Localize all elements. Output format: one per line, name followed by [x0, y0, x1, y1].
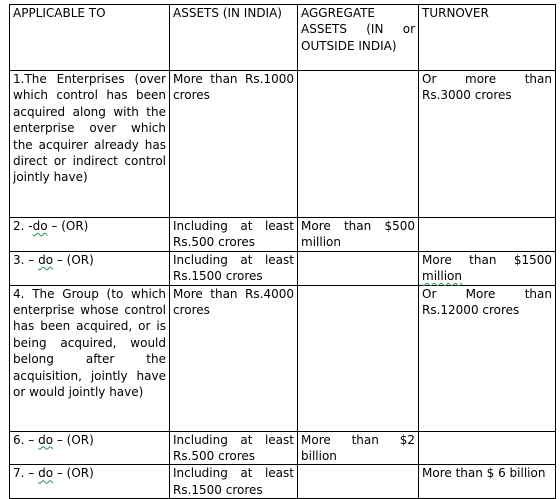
- table-row: [10, 71, 556, 218]
- row-suffix: – (OR): [53, 252, 94, 267]
- row-suffix: – (OR): [53, 432, 94, 447]
- cell-applicable-to: 1.The Enterprises (over which control has been acquired along with the enterprise over which the acquirer already has direct or indirect control jointly have): [10, 71, 170, 218]
- cell-turnover: Or more than Rs.3000 crores: [419, 71, 556, 218]
- row-prefix: 3. –: [13, 252, 39, 267]
- cell-aggregate-assets: [298, 251, 419, 285]
- spellcheck-word: do: [38, 252, 54, 267]
- table-row: [10, 285, 556, 431]
- cell-aggregate-assets: [298, 285, 419, 431]
- spellcheck-word: do: [32, 219, 48, 233]
- header-assets-india: ASSETS (IN INDIA): [170, 5, 298, 71]
- spellcheck-word: do: [38, 466, 54, 481]
- header-turnover: TURNOVER: [419, 5, 556, 71]
- header-aggregate-assets: AGGREGATE ASSETS (IN or OUTSIDE INDIA): [298, 5, 419, 71]
- cell-turnover: [419, 218, 556, 252]
- table-row: [10, 465, 556, 499]
- thresholds-table: [9, 4, 556, 499]
- cell-assets-india: More than Rs.4000 crores: [170, 285, 298, 431]
- cell-applicable-to: [10, 431, 170, 465]
- cell-aggregate-assets: [298, 71, 419, 218]
- cell-turnover: Or More than Rs.12000 crores: [419, 285, 556, 431]
- cell-applicable-to: [10, 465, 170, 499]
- row-prefix: 6. –: [13, 432, 39, 447]
- table-row: [10, 218, 556, 252]
- cell-turnover: [419, 431, 556, 465]
- cell-applicable-to: [10, 218, 170, 252]
- cell-turnover: More than $ 6 billion: [419, 465, 556, 499]
- table-row: [10, 431, 556, 465]
- header-row: [10, 5, 556, 71]
- cell-aggregate-assets: More than $500 million: [298, 218, 419, 252]
- cell-assets-india: Including at least Rs.1500 crores: [170, 251, 298, 285]
- row-suffix: – (OR): [47, 219, 89, 233]
- cell-turnover: [419, 251, 556, 285]
- spellcheck-word: million: [422, 269, 462, 284]
- cell-assets-india: Including at least Rs.1500 crores: [170, 465, 298, 499]
- cell-assets-india: Including at least Rs.500 crores: [170, 218, 298, 252]
- row-prefix: 2. -: [13, 219, 33, 233]
- cell-assets-india: Including at least Rs.500 crores: [170, 431, 298, 465]
- cell-aggregate-assets: [298, 465, 419, 499]
- row-suffix: – (OR): [53, 466, 94, 481]
- header-applicable-to: APPLICABLE TO: [10, 5, 170, 71]
- row-prefix: 7. –: [13, 466, 39, 481]
- spellcheck-word: do: [38, 432, 54, 447]
- cell-applicable-to: [10, 251, 170, 285]
- turnover-prefix: More than $1500: [422, 252, 552, 267]
- cell-assets-india: More than Rs.1000 crores: [170, 71, 298, 218]
- table-row: [10, 251, 556, 285]
- cell-applicable-to: 4. The Group (to which enterprise whose control has been acquired, or is being acquired, would belong after the acquisition, jointly have or would jointly have): [10, 285, 170, 431]
- cell-aggregate-assets: More than $2 billion: [298, 431, 419, 465]
